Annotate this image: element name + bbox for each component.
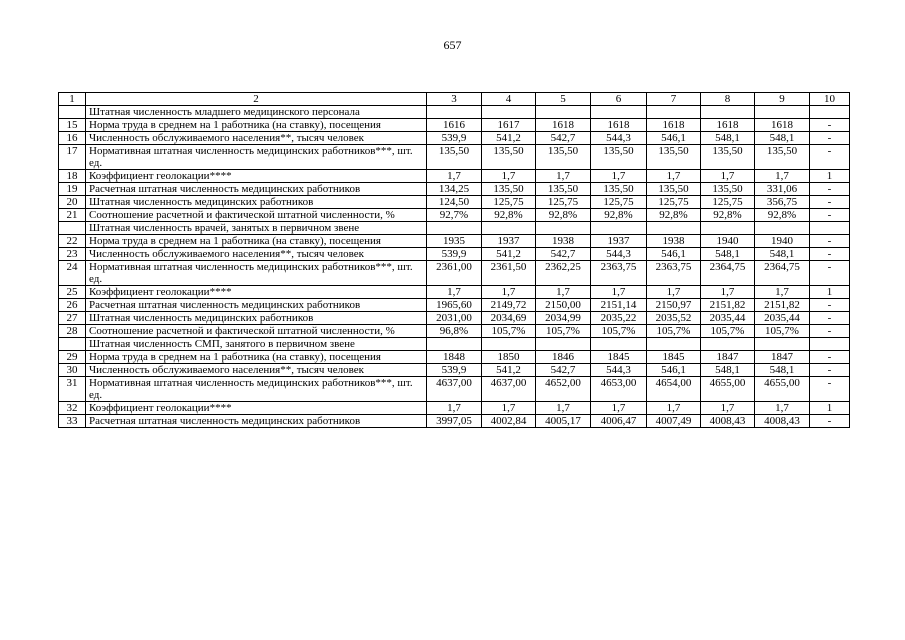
- value-cell: 1,7: [755, 170, 810, 183]
- value-cell: 2151,14: [591, 299, 647, 312]
- value-cell: 548,1: [701, 364, 755, 377]
- value-cell: -: [810, 312, 850, 325]
- value-cell: 1: [810, 170, 850, 183]
- value-cell: 542,7: [536, 364, 591, 377]
- value-cell: [427, 222, 482, 235]
- value-cell: 1848: [427, 351, 482, 364]
- value-cell: 92,8%: [591, 209, 647, 222]
- value-cell: 4007,49: [647, 415, 701, 428]
- value-cell: -: [810, 299, 850, 312]
- value-cell: 135,50: [427, 145, 482, 170]
- value-cell: 2361,00: [427, 261, 482, 286]
- value-cell: 135,50: [701, 145, 755, 170]
- value-cell: 542,7: [536, 248, 591, 261]
- value-cell: [647, 222, 701, 235]
- value-cell: 2364,75: [701, 261, 755, 286]
- value-cell: -: [810, 351, 850, 364]
- table-row: [59, 286, 850, 299]
- value-cell: -: [810, 119, 850, 132]
- value-cell: 1,7: [427, 170, 482, 183]
- value-cell: 1618: [647, 119, 701, 132]
- value-cell: 2035,44: [755, 312, 810, 325]
- row-number-cell: 31: [59, 377, 86, 402]
- value-cell: 1937: [591, 235, 647, 248]
- table-row: [59, 132, 850, 145]
- value-cell: 548,1: [701, 248, 755, 261]
- value-cell: 1,7: [536, 402, 591, 415]
- value-cell: 1,7: [647, 170, 701, 183]
- value-cell: 544,3: [591, 364, 647, 377]
- value-cell: 1,7: [427, 286, 482, 299]
- header-cell: 7: [647, 93, 701, 106]
- value-cell: [591, 222, 647, 235]
- table-row: [59, 209, 850, 222]
- row-label-cell: Численность обслуживаемого населения**, тысяч человек: [86, 364, 427, 377]
- header-cell: 3: [427, 93, 482, 106]
- page-number: 657: [443, 38, 462, 52]
- value-cell: 541,2: [482, 132, 536, 145]
- row-label-cell: Норма труда в среднем на 1 работника (на ставку), посещения: [86, 119, 427, 132]
- value-cell: 4008,43: [701, 415, 755, 428]
- value-cell: 331,06: [755, 183, 810, 196]
- value-cell: 135,50: [647, 145, 701, 170]
- value-cell: [810, 222, 850, 235]
- value-cell: -: [810, 377, 850, 402]
- table-row: [59, 299, 850, 312]
- table-row: [59, 248, 850, 261]
- value-cell: 542,7: [536, 132, 591, 145]
- value-cell: 2361,50: [482, 261, 536, 286]
- value-cell: 1935: [427, 235, 482, 248]
- value-cell: 92,8%: [647, 209, 701, 222]
- value-cell: -: [810, 325, 850, 338]
- value-cell: 1,7: [536, 170, 591, 183]
- table-row: [59, 312, 850, 325]
- value-cell: 125,75: [647, 196, 701, 209]
- value-cell: 548,1: [701, 132, 755, 145]
- value-cell: 2364,75: [755, 261, 810, 286]
- value-cell: -: [810, 261, 850, 286]
- value-cell: 135,50: [755, 145, 810, 170]
- row-number-cell: 22: [59, 235, 86, 248]
- row-number-cell: 23: [59, 248, 86, 261]
- value-cell: 105,7%: [647, 325, 701, 338]
- value-cell: 105,7%: [591, 325, 647, 338]
- value-cell: 134,25: [427, 183, 482, 196]
- value-cell: [536, 106, 591, 119]
- value-cell: 1965,60: [427, 299, 482, 312]
- value-cell: 1618: [536, 119, 591, 132]
- section-title: Штатная численность врачей, занятых в первичном звене: [86, 222, 427, 235]
- table-row: [59, 261, 850, 286]
- value-cell: 4008,43: [755, 415, 810, 428]
- header-cell: 2: [86, 93, 427, 106]
- row-number-cell: 32: [59, 402, 86, 415]
- value-cell: 105,7%: [536, 325, 591, 338]
- value-cell: 1,7: [647, 402, 701, 415]
- value-cell: 92,7%: [427, 209, 482, 222]
- value-cell: 548,1: [755, 248, 810, 261]
- row-label-cell: Численность обслуживаемого населения**, тысяч человек: [86, 248, 427, 261]
- value-cell: 2035,22: [591, 312, 647, 325]
- value-cell: 92,8%: [536, 209, 591, 222]
- table-row: [59, 325, 850, 338]
- value-cell: [701, 222, 755, 235]
- row-number-cell: 16: [59, 132, 86, 145]
- value-cell: 125,75: [591, 196, 647, 209]
- row-label-cell: Норма труда в среднем на 1 работника (на ставку), посещения: [86, 235, 427, 248]
- value-cell: 2031,00: [427, 312, 482, 325]
- value-cell: [427, 338, 482, 351]
- value-cell: [427, 106, 482, 119]
- value-cell: 1,7: [482, 286, 536, 299]
- row-number-cell: 25: [59, 286, 86, 299]
- value-cell: 2362,25: [536, 261, 591, 286]
- row-number-cell: 28: [59, 325, 86, 338]
- value-cell: 1,7: [427, 402, 482, 415]
- value-cell: 4653,00: [591, 377, 647, 402]
- value-cell: 1,7: [755, 402, 810, 415]
- value-cell: [701, 338, 755, 351]
- value-cell: 135,50: [591, 183, 647, 196]
- value-cell: 1847: [755, 351, 810, 364]
- value-cell: 135,50: [482, 183, 536, 196]
- value-cell: [482, 338, 536, 351]
- value-cell: [701, 106, 755, 119]
- row-number-cell: 18: [59, 170, 86, 183]
- value-cell: 1847: [701, 351, 755, 364]
- value-cell: [536, 338, 591, 351]
- value-cell: -: [810, 145, 850, 170]
- row-label-cell: Коэффициент геолокации****: [86, 402, 427, 415]
- value-cell: 92,8%: [482, 209, 536, 222]
- header-cell: 9: [755, 93, 810, 106]
- value-cell: 1845: [591, 351, 647, 364]
- value-cell: 4002,84: [482, 415, 536, 428]
- row-label-cell: Численность обслуживаемого населения**, тысяч человек: [86, 132, 427, 145]
- value-cell: 1: [810, 286, 850, 299]
- value-cell: 135,50: [482, 145, 536, 170]
- value-cell: [810, 338, 850, 351]
- row-label-cell: Норма труда в среднем на 1 работника (на ставку), посещения: [86, 351, 427, 364]
- table-row: [59, 415, 850, 428]
- value-cell: 4655,00: [755, 377, 810, 402]
- value-cell: 1940: [755, 235, 810, 248]
- section-title: Штатная численность младшего медицинского персонала: [86, 106, 427, 119]
- value-cell: [591, 106, 647, 119]
- value-cell: 135,50: [701, 183, 755, 196]
- row-label-cell: Штатная численность медицинских работников: [86, 312, 427, 325]
- value-cell: 105,7%: [755, 325, 810, 338]
- value-cell: 92,8%: [701, 209, 755, 222]
- value-cell: 135,50: [536, 183, 591, 196]
- row-number-cell: 33: [59, 415, 86, 428]
- header-cell: 5: [536, 93, 591, 106]
- table-row: [59, 170, 850, 183]
- value-cell: [647, 338, 701, 351]
- value-cell: -: [810, 132, 850, 145]
- row-label-cell: Коэффициент геолокации****: [86, 170, 427, 183]
- table-row: [59, 364, 850, 377]
- value-cell: 1,7: [701, 402, 755, 415]
- value-cell: 2149,72: [482, 299, 536, 312]
- row-number-cell: 24: [59, 261, 86, 286]
- row-label-cell: Нормативная штатная численность медицинских работников***, шт. ед.: [86, 261, 427, 286]
- value-cell: 548,1: [755, 132, 810, 145]
- value-cell: 2150,97: [647, 299, 701, 312]
- section-header-row: [59, 222, 850, 235]
- value-cell: 1938: [536, 235, 591, 248]
- value-cell: 2150,00: [536, 299, 591, 312]
- header-cell: 4: [482, 93, 536, 106]
- table-row: [59, 235, 850, 248]
- value-cell: 135,50: [536, 145, 591, 170]
- value-cell: -: [810, 415, 850, 428]
- value-cell: 1617: [482, 119, 536, 132]
- value-cell: 2151,82: [701, 299, 755, 312]
- row-number-cell: 30: [59, 364, 86, 377]
- value-cell: 1,7: [701, 286, 755, 299]
- row-number-cell: [59, 222, 86, 235]
- value-cell: 4006,47: [591, 415, 647, 428]
- header-cell: 6: [591, 93, 647, 106]
- value-cell: -: [810, 183, 850, 196]
- row-label-cell: Нормативная штатная численность медицинских работников***, шт. ед.: [86, 377, 427, 402]
- value-cell: 544,3: [591, 248, 647, 261]
- table-row: [59, 145, 850, 170]
- value-cell: 1618: [591, 119, 647, 132]
- header-cell: 10: [810, 93, 850, 106]
- value-cell: 1,7: [482, 402, 536, 415]
- section-header-row: [59, 338, 850, 351]
- value-cell: -: [810, 235, 850, 248]
- row-label-cell: Расчетная штатная численность медицинских работников: [86, 415, 427, 428]
- value-cell: 1,7: [591, 402, 647, 415]
- value-cell: -: [810, 196, 850, 209]
- value-cell: 544,3: [591, 132, 647, 145]
- value-cell: 105,7%: [701, 325, 755, 338]
- value-cell: [482, 222, 536, 235]
- value-cell: 2034,69: [482, 312, 536, 325]
- value-cell: 356,75: [755, 196, 810, 209]
- value-cell: [536, 222, 591, 235]
- value-cell: [755, 338, 810, 351]
- value-cell: 2363,75: [591, 261, 647, 286]
- value-cell: 2034,99: [536, 312, 591, 325]
- table-body: [59, 93, 850, 428]
- value-cell: 4637,00: [427, 377, 482, 402]
- value-cell: 1,7: [482, 170, 536, 183]
- value-cell: 1618: [701, 119, 755, 132]
- value-cell: 1938: [647, 235, 701, 248]
- table-row: [59, 377, 850, 402]
- value-cell: 1850: [482, 351, 536, 364]
- value-cell: -: [810, 364, 850, 377]
- value-cell: 92,8%: [755, 209, 810, 222]
- value-cell: 1,7: [536, 286, 591, 299]
- value-cell: 1,7: [591, 286, 647, 299]
- header-cell: 1: [59, 93, 86, 106]
- value-cell: 539,9: [427, 132, 482, 145]
- row-label-cell: Соотношение расчетной и фактической штатной численности, %: [86, 209, 427, 222]
- value-cell: 541,2: [482, 364, 536, 377]
- value-cell: 2363,75: [647, 261, 701, 286]
- value-cell: 4654,00: [647, 377, 701, 402]
- value-cell: 1845: [647, 351, 701, 364]
- value-cell: 135,50: [591, 145, 647, 170]
- row-number-cell: 21: [59, 209, 86, 222]
- value-cell: 4005,17: [536, 415, 591, 428]
- value-cell: 125,75: [482, 196, 536, 209]
- row-number-cell: 29: [59, 351, 86, 364]
- value-cell: 124,50: [427, 196, 482, 209]
- value-cell: 546,1: [647, 248, 701, 261]
- value-cell: [591, 338, 647, 351]
- value-cell: 1,7: [647, 286, 701, 299]
- value-cell: 4655,00: [701, 377, 755, 402]
- row-number-cell: 17: [59, 145, 86, 170]
- value-cell: 1618: [755, 119, 810, 132]
- value-cell: 4637,00: [482, 377, 536, 402]
- value-cell: 4652,00: [536, 377, 591, 402]
- section-header-row: [59, 106, 850, 119]
- value-cell: 546,1: [647, 132, 701, 145]
- value-cell: [810, 106, 850, 119]
- value-cell: 2035,44: [701, 312, 755, 325]
- row-number-cell: 20: [59, 196, 86, 209]
- value-cell: 3997,05: [427, 415, 482, 428]
- value-cell: 1,7: [701, 170, 755, 183]
- header-row: [59, 93, 850, 106]
- value-cell: 2035,52: [647, 312, 701, 325]
- value-cell: [755, 106, 810, 119]
- row-label-cell: Расчетная штатная численность медицинских работников: [86, 183, 427, 196]
- row-number-cell: 26: [59, 299, 86, 312]
- value-cell: 1616: [427, 119, 482, 132]
- value-cell: 541,2: [482, 248, 536, 261]
- row-label-cell: Соотношение расчетной и фактической штатной численности, %: [86, 325, 427, 338]
- value-cell: 548,1: [755, 364, 810, 377]
- value-cell: [755, 222, 810, 235]
- staffing-table: [58, 92, 850, 428]
- value-cell: 539,9: [427, 364, 482, 377]
- value-cell: -: [810, 209, 850, 222]
- row-number-cell: 27: [59, 312, 86, 325]
- row-label-cell: Расчетная штатная численность медицинских работников: [86, 299, 427, 312]
- row-label-cell: Нормативная штатная численность медицинских работников***, шт. ед.: [86, 145, 427, 170]
- table-row: [59, 351, 850, 364]
- value-cell: 1,7: [591, 170, 647, 183]
- value-cell: 105,7%: [482, 325, 536, 338]
- value-cell: 1846: [536, 351, 591, 364]
- value-cell: 539,9: [427, 248, 482, 261]
- value-cell: 1,7: [755, 286, 810, 299]
- value-cell: 135,50: [647, 183, 701, 196]
- row-number-cell: 19: [59, 183, 86, 196]
- header-cell: 8: [701, 93, 755, 106]
- table-row: [59, 402, 850, 415]
- value-cell: 1940: [701, 235, 755, 248]
- value-cell: [482, 106, 536, 119]
- row-label-cell: Штатная численность медицинских работников: [86, 196, 427, 209]
- value-cell: 1937: [482, 235, 536, 248]
- value-cell: 2151,82: [755, 299, 810, 312]
- table-row: [59, 183, 850, 196]
- section-title: Штатная численность СМП, занятого в первичном звене: [86, 338, 427, 351]
- row-number-cell: [59, 106, 86, 119]
- value-cell: 1: [810, 402, 850, 415]
- value-cell: 546,1: [647, 364, 701, 377]
- value-cell: 96,8%: [427, 325, 482, 338]
- row-number-cell: [59, 338, 86, 351]
- value-cell: 125,75: [701, 196, 755, 209]
- row-number-cell: 15: [59, 119, 86, 132]
- table-row: [59, 119, 850, 132]
- value-cell: 125,75: [536, 196, 591, 209]
- table-row: [59, 196, 850, 209]
- row-label-cell: Коэффициент геолокации****: [86, 286, 427, 299]
- value-cell: [647, 106, 701, 119]
- value-cell: -: [810, 248, 850, 261]
